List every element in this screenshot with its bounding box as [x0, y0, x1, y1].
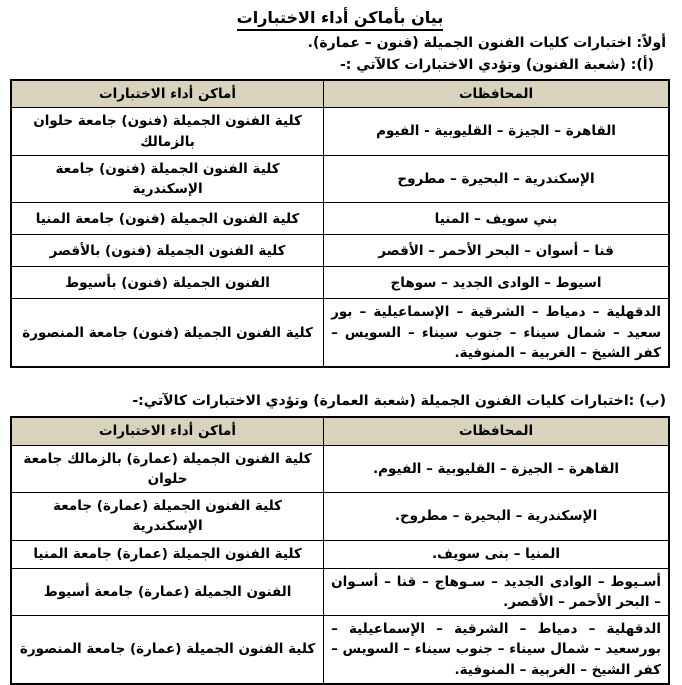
governorates-cell: الدقهلية – دمياط – الشرقية – الإسماعيلية – بور سعيد – شمال سيناء – جنوب سيناء – السويس – كفر الشيخ – الغربية – المنوفية. — [324, 299, 669, 367]
table-row — [11, 568, 669, 616]
place-cell: كلية الفنون الجميلة (عمارة) جامعة المنيا — [11, 540, 324, 568]
table-header-row — [11, 417, 669, 445]
table-row — [11, 155, 669, 203]
place-cell: كلية الفنون الجميلة (فنون) جامعة المنيا — [11, 203, 324, 235]
table-section-a — [10, 79, 670, 368]
table-row — [11, 445, 669, 493]
place-cell: الفنون الجميلة (عمارة) جامعة أسيوط — [11, 568, 324, 616]
table-header-row — [11, 80, 669, 108]
column-header-places: أماكن أداء الاختبارات — [11, 80, 324, 108]
governorates-cell: أسـيوط – الوادى الجديد – سـوهاج – قنا – أسـوان – البحر الأحمر – الأقصر. — [324, 568, 669, 616]
table-section-b — [10, 416, 670, 685]
place-cell: كلية الفنون الجميلة (فنون) جامعة الإسكندرية — [11, 155, 324, 203]
section-b-heading: (ب) :اختبارات كليات الفنون الجميلة (شعبة العمارة) وتؤدي الاختبارات كالآتي:- — [132, 393, 666, 410]
governorates-cell: قنا – أسوان – البحر الأحمر – الأقصر — [324, 235, 669, 267]
table-row — [11, 616, 669, 684]
governorates-cell: الإسكندرية – البحيرة – مطروح. — [324, 493, 669, 541]
governorates-cell: القاهرة – الجيزة – القليوبية – الفيوم. — [324, 445, 669, 493]
page-title-wrap — [10, 8, 670, 27]
section-a-heading: (أ): (شعبة الفنون) وتؤدي الاختبارات كالآتي :- — [339, 56, 654, 73]
column-header-governorates: المحافظات — [324, 80, 669, 108]
governorates-cell: الإسكندرية – البحيرة – مطروح — [324, 155, 669, 203]
governorates-cell: المنيا – بنى سويف. — [324, 540, 669, 568]
place-cell: كلية الفنون الجميلة (عمارة) بالزمالك جامعة حلوان — [11, 445, 324, 493]
column-header-places: أماكن أداء الاختبارات — [11, 417, 324, 445]
table-row — [11, 493, 669, 541]
place-cell: الفنون الجميلة (فنون) بأسيوط — [11, 267, 324, 299]
place-cell: كلية الفنون الجميلة (فنون) جامعة المنصورة — [11, 299, 324, 367]
place-cell: كلية الفنون الجميلة (فنون) جامعة حلوان بالزمالك — [11, 108, 324, 156]
governorates-cell: اسيوط – الوادى الجديد – سوهاج — [324, 267, 669, 299]
table-row — [11, 235, 669, 267]
table-row — [11, 299, 669, 367]
table-row — [11, 267, 669, 299]
table-row — [11, 540, 669, 568]
governorates-cell: بني سويف – المنيا — [324, 203, 669, 235]
page-title: بيان بأماكن أداء الاختبارات — [237, 8, 444, 31]
place-cell: كلية الفنون الجميلة (عمارة) جامعة الإسكندرية — [11, 493, 324, 541]
table-row — [11, 108, 669, 156]
first-line: أولاً: اختبارات كليات الفنون الجميلة (فنون – عمارة). — [307, 35, 666, 51]
place-cell: كلية الفنون الجميلة (عمارة) جامعة المنصورة — [11, 616, 324, 684]
column-header-governorates: المحافظات — [324, 417, 669, 445]
governorates-cell: القاهرة – الجيزة – القليوبية - الفيوم — [324, 108, 669, 156]
governorates-cell: الدقهلية – دمياط – الشرقية – الإسماعيلية – بورسعيد – شمال سيناء – جنوب سيناء – السويس – كفر الشيخ – الغربية – المنوفية. — [324, 616, 669, 684]
table-row — [11, 203, 669, 235]
place-cell: كلية الفنون الجميلة (فنون) بالأقصر — [11, 235, 324, 267]
